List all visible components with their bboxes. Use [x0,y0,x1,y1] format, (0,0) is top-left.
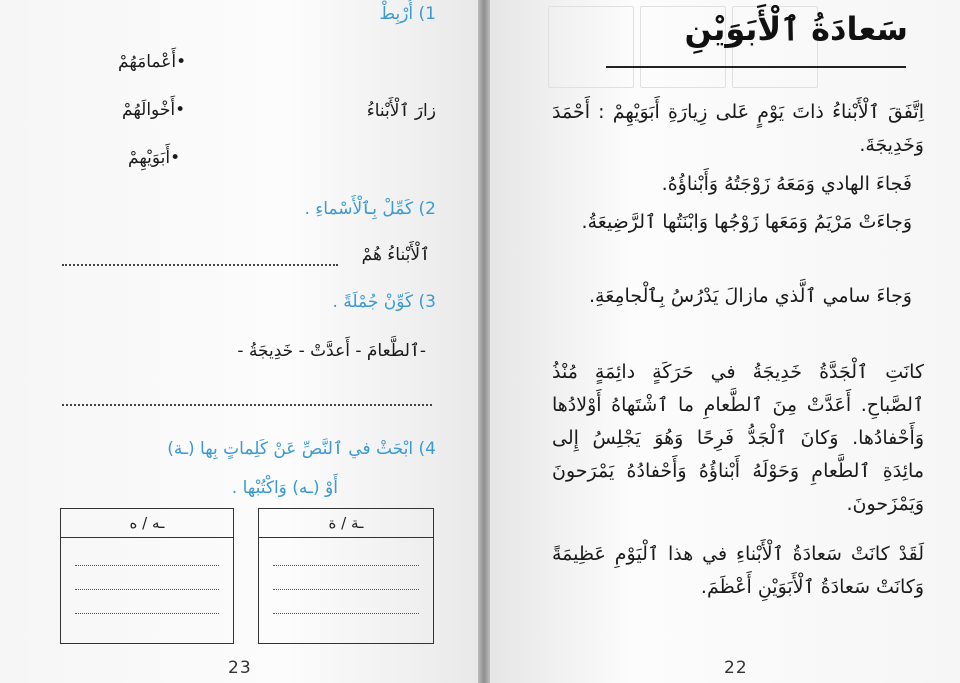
q2-sentence: ٱلْأَبْناءُ هُمْ [361,245,430,265]
q4-box-right [258,508,434,644]
story-paragraph-1: اِتَّفَقَ ٱلْأَبْناءُ ذاتَ يَوْمٍ عَلى زِيارَةِ أَبَوَيْهِمْ : أَحْمَدَ وَخَدِيجَةَ. [552,101,924,156]
q1-left-item-1: زارَ ٱلْأَبْناءُ [366,101,436,121]
q4-heading-line2: أَوْ (ـه) وَاكْتُبْها . [231,478,338,498]
page-number-left: 23 [228,658,252,678]
story-title: سَعادَةُ ٱلْأَبَوَيْنِ [684,10,908,48]
story-paragraph-3: وَجاءَتْ مَرْيَمُ وَمَعَها زَوْجُها وَابْنَتُها ٱلرَّضِيعَةُ. [581,211,912,233]
q4-box-left-line[interactable] [75,565,219,566]
q3-heading: 3) كَوِّنْ جُمْلَةً . [332,292,436,312]
q1-right-item-2: •أَخْوالَهُمْ [122,100,186,120]
story-paragraph-6: لَقَدْ كانَتْ سَعادَةُ ٱلْأَبْناءِ في هذا ٱلْيَوْمِ عَظِيمَةً وَكانَتْ سَعادَةُ ٱلْأَبَوَيْنِ أَعْظَمَ. [552,543,924,598]
story-paragraph-2: فَجاءَ الهادي وَمَعَهُ زَوْجَتُهُ وَأَبْناؤُهُ. [661,173,912,195]
story-paragraph-4: وَجاءَ سامي ٱلَّذي مازالَ يَدْرُسُ بِٱلْجامِعَةِ. [588,285,912,307]
q4-heading-line1: 4) ابْحَثْ في ٱلنَّصِّ عَنْ كَلِماتٍ بِها (ـة) [167,439,436,459]
show-through-box [548,6,634,88]
q4-box-left [60,508,234,644]
q1-right-item-1: •أَعْمامَهُمْ [118,52,187,72]
q3-answer-line[interactable] [62,404,432,406]
page-number-right: 22 [724,658,748,678]
q4-box-right-label: ـة / ة [259,509,433,538]
q4-box-left-label: ـه / ه [61,509,233,538]
title-underline [606,66,906,68]
q4-box-right-line[interactable] [273,613,419,614]
q2-answer-line[interactable] [62,264,338,266]
q2-heading: 2) كَمِّلْ بِٱلْأَسْماءِ . [304,199,436,219]
left-page [0,0,478,683]
right-page [490,0,960,683]
q4-box-left-line[interactable] [75,589,219,590]
book-gutter [478,0,490,683]
q4-box-right-line[interactable] [273,589,419,590]
q1-heading: 1) أُرْبِطْ [379,4,436,24]
story-paragraph-5: كانَتِ ٱلْجَدَّةُ خَدِيجَةُ في حَرَكَةٍ دائِمَةٍ مُنْذُ ٱلصَّباحِ. أَعَدَّتْ مِنَ ٱلطَّعامِ ما ٱشْتَهاهُ أَوْلادُها وَأَحْفادُها. وَكانَ ٱلْجَدُّ فَرِحًا وَهُوَ يَجْلِسُ إِلى مائِدَةِ ٱلطَّعامِ وَحَوْلَهُ أَبْناؤُهُ وَأَحْفادُهُ يَمْرَحونَ وَيَمْزَحونَ. [552,361,924,515]
q3-words: -ٱلطَّعامَ - أَعدَّتْ - خَدِيجَةُ - [237,341,426,361]
q4-box-right-line[interactable] [273,565,419,566]
q1-right-item-3: •أَبَوَيْهِمْ [128,148,181,168]
q4-box-left-line[interactable] [75,613,219,614]
